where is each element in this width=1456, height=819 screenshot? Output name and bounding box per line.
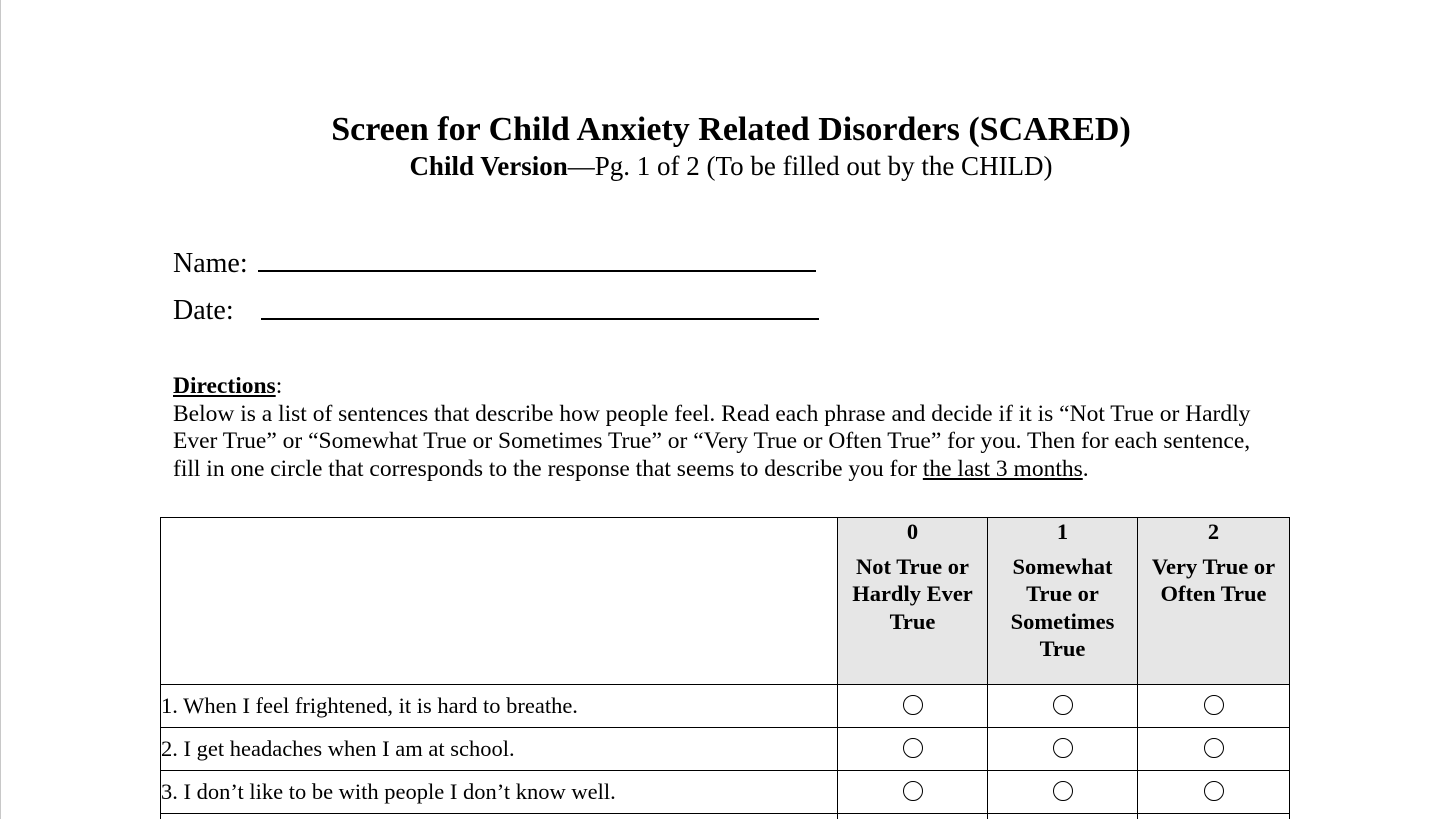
table-row: [161, 685, 1290, 728]
directions-text: Below is a list of sentences that describe how people feel. Read each phrase and decide if it is “Not True or Hardly Ever True” or “Somewhat True or Sometimes True” or “Very True or Often True” for you. Then for each sentence, fill in one circle that corresponds to the response that seems to describe you for: [173, 400, 1251, 482]
page-subtitle: [0, 149, 1456, 183]
column-score: 2: [1207, 519, 1220, 544]
column-label: Very True or Often True: [1151, 553, 1276, 606]
subtitle-page-info: —Pg. 1 of 2 (To be filled out by the CHILD): [567, 151, 1053, 181]
item-text: 2. I get headaches when I am at school.: [161, 728, 838, 771]
page-title: Screen for Child Anxiety Related Disorders (SCARED): [331, 111, 1131, 148]
response-radio-2[interactable]: [1204, 781, 1224, 801]
directions-colon: :: [275, 373, 283, 399]
item-text: 3. I don’t like to be with people I don’t know well.: [161, 771, 838, 814]
response-radio-0[interactable]: [903, 738, 923, 758]
radio-cell: [838, 685, 988, 728]
column-header-0: [838, 518, 988, 685]
radio-cell: [838, 728, 988, 771]
item-column-header: [161, 518, 838, 685]
date-field[interactable]: [261, 318, 819, 320]
name-label: Name:: [173, 248, 248, 279]
radio-cell: [1138, 685, 1290, 728]
radio-cell: [1138, 728, 1290, 771]
radio-cell: [1138, 814, 1290, 819]
scared-table: [160, 517, 1290, 819]
response-radio-2[interactable]: [1204, 695, 1224, 715]
response-radio-2[interactable]: [1204, 738, 1224, 758]
response-radio-0[interactable]: [903, 781, 923, 801]
date-label: Date:: [173, 295, 234, 326]
column-header-2: [1138, 518, 1290, 685]
directions-body: [173, 401, 1293, 484]
response-radio-1[interactable]: [1053, 781, 1073, 801]
radio-cell: [988, 728, 1138, 771]
response-radio-1[interactable]: [1053, 738, 1073, 758]
directions-heading: Directions: [173, 373, 276, 399]
response-radio-0[interactable]: [903, 695, 923, 715]
table-header-row: [161, 518, 1290, 685]
table-row: [161, 728, 1290, 771]
directions-heading-line: [173, 373, 1293, 401]
item-text: 1. When I feel frightened, it is hard to breathe.: [161, 685, 838, 728]
column-score: 1: [1056, 519, 1069, 544]
column-header-1: [988, 518, 1138, 685]
table-row: [161, 771, 1290, 814]
radio-cell: [838, 814, 988, 819]
response-radio-1[interactable]: [1053, 695, 1073, 715]
directions-emphasis: the last 3 months: [922, 455, 1083, 482]
column-label: Not True or Hardly Ever True: [852, 553, 973, 634]
item-text: [161, 814, 838, 819]
column-label: Somewhat True or Sometimes True: [1010, 553, 1115, 661]
radio-cell: [988, 814, 1138, 819]
radio-cell: [838, 771, 988, 814]
radio-cell: [988, 685, 1138, 728]
column-score: 0: [906, 519, 919, 544]
directions-end: .: [1082, 455, 1089, 482]
radio-cell: [1138, 771, 1290, 814]
name-field[interactable]: [258, 270, 816, 272]
subtitle-version: Child Version: [409, 151, 568, 181]
radio-cell: [988, 771, 1138, 814]
directions: [173, 373, 1293, 483]
table-row-partial: [161, 814, 1290, 819]
